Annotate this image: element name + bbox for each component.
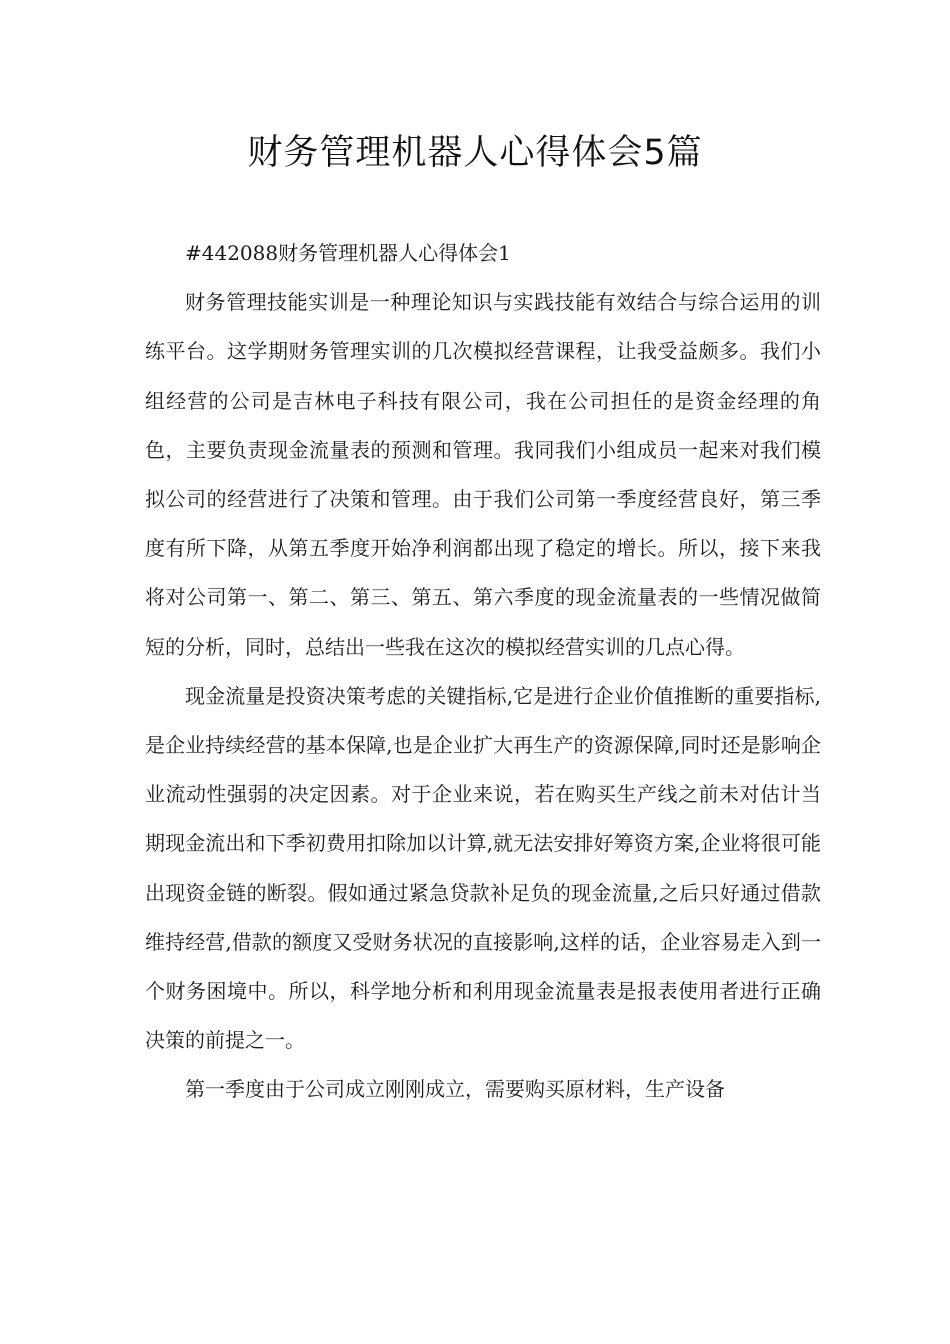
document-body — [145, 229, 821, 1115]
paragraph-1: 财务管理技能实训是一种理论知识与实践技能有效结合与综合运用的训练平台。这学期财务管理实训的几次模拟经营课程，让我受益颇多。我们小组经营的公司是吉林电子科技有限公司，我在公司担任的是资金经理的角色，主要负责现金流量表的预测和管理。我同我们小组成员一起来对我们模拟公司的经营进行了决策和管理。由于我们公司第一季度经营良好，第三季度有所下降，从第五季度开始净利润都出现了稳定的增长。所以，接下来我将对公司第一、第二、第三、第五、第六季度的现金流量表的一些情况做简短的分析，同时，总结出一些我在这次的模拟经营实训的几点心得。 — [145, 290, 821, 659]
paragraph-3: 第一季度由于公司成立刚刚成立，需要购买原材料，生产设备 — [185, 1077, 725, 1102]
section-heading: #442088财务管理机器人心得体会1 — [185, 241, 511, 265]
paragraph-2: 现金流量是投资决策考虑的关键指标,它是进行企业价值推断的重要指标,是企业持续经营的基本保障,也是企业扩大再生产的资源保障,同时还是影响企业流动性强弱的决定因素。对于企业来说，若在购买生产线之前未对估计当期现金流出和下季初费用扣除加以计算,就无法安排好筹资方案,企业将很可能出现资金链的断裂。假如通过紧急贷款补足负的现金流量,之后只好通过借款维持经营,借款的额度又受财务状况的直接影响,这样的话，企业容易走入到一个财务困境中。所以，科学地分析和利用现金流量表是报表使用者进行正确决策的前提之一。 — [145, 683, 821, 1053]
document-title: 财务管理机器人心得体会5篇 — [247, 133, 703, 173]
